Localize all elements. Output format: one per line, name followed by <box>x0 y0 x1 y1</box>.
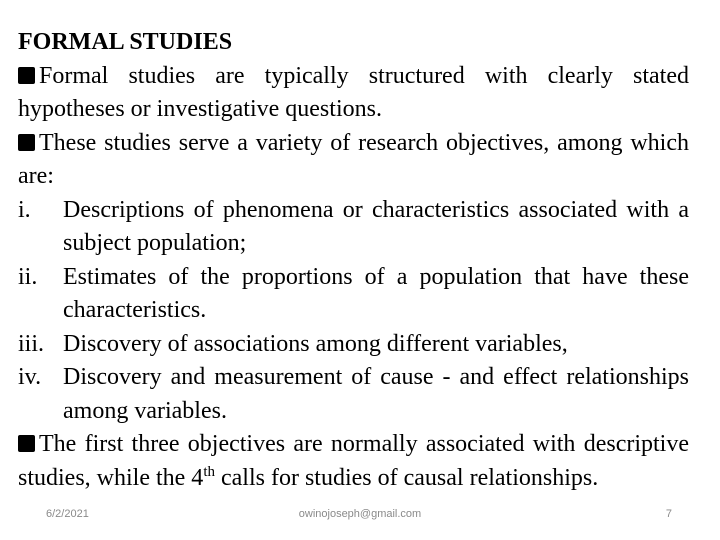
list-text: Descriptions of phenomena or characteristics associated with a subject population; <box>63 196 689 256</box>
objectives-list <box>18 194 689 429</box>
square-bullet-icon <box>18 435 35 452</box>
list-item <box>18 261 689 328</box>
list-text: Discovery of associations among different variables, <box>63 330 568 357</box>
bullet-item <box>18 428 689 495</box>
superscript: th <box>203 463 215 480</box>
list-text: Discovery and measurement of cause - and effect relationships among variables. <box>63 364 689 424</box>
bullet-text: Formal studies are typically structured with clearly stated hypotheses or investigative questions. <box>18 62 689 122</box>
bullet-item <box>18 127 689 194</box>
bullet-text: The first three objectives are normally associated with descriptive studies, while the 4 <box>18 431 689 491</box>
list-number: i. <box>18 196 31 223</box>
list-number: iii. <box>18 330 45 357</box>
list-item <box>18 194 689 261</box>
bullet-text-end: calls for studies of causal relationships. <box>214 464 599 491</box>
list-text: Estimates of the proportions of a population that have these characteristics. <box>63 263 689 323</box>
page-number: 7 <box>665 508 672 520</box>
bullet-item <box>18 60 689 127</box>
bullet-text: These studies serve a variety of research objectives, among which are: <box>18 129 689 189</box>
list-number: ii. <box>18 263 38 290</box>
slide-title: FORMAL STUDIES <box>18 29 233 55</box>
list-item <box>18 328 689 362</box>
footer-email: owinojoseph@gmail.com <box>298 508 422 520</box>
square-bullet-icon <box>18 67 35 84</box>
footer-date: 6/2/2021 <box>46 508 89 520</box>
list-item <box>18 361 689 428</box>
slide-content <box>18 26 689 495</box>
list-number: iv. <box>18 364 42 390</box>
square-bullet-icon <box>18 134 35 151</box>
